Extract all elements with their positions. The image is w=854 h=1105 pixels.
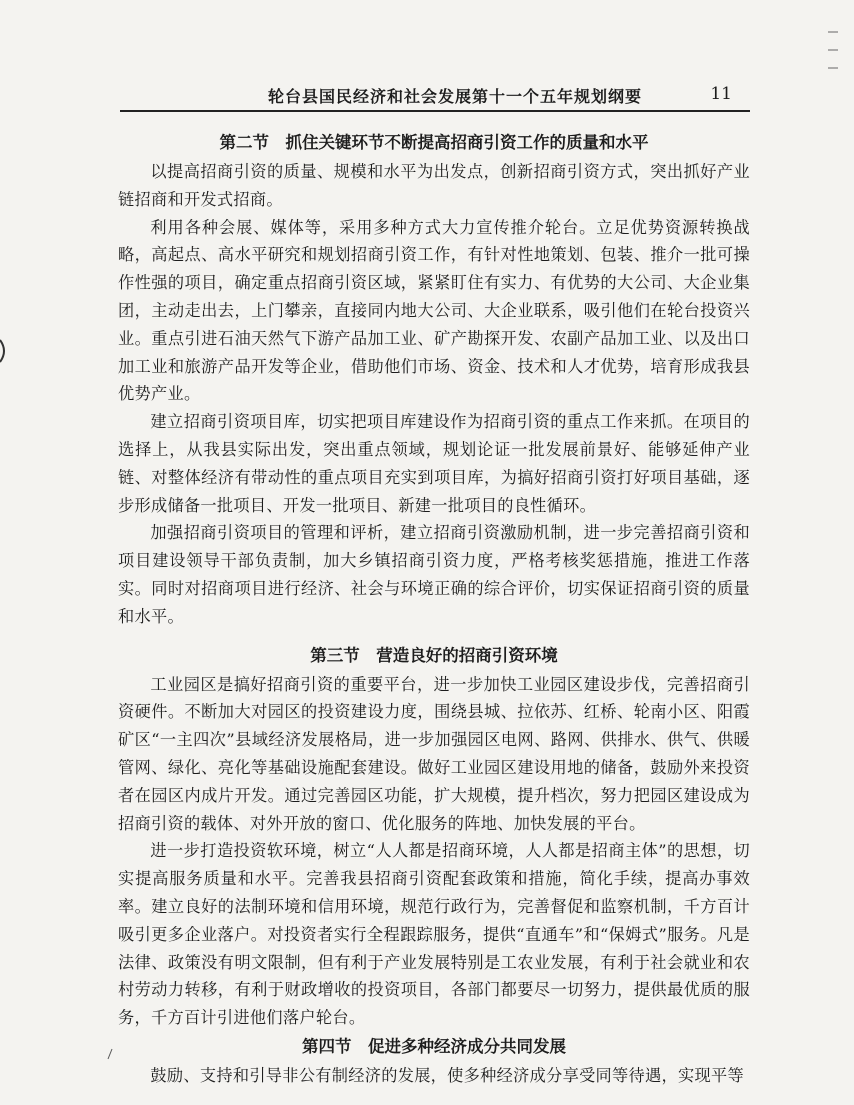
section-title: 第二节 抓住关键环节不断提高招商引资工作的质量和水平	[219, 133, 649, 152]
section-title: 第三节 营造良好的招商引资环境	[310, 645, 558, 665]
header-rule	[120, 110, 750, 112]
section-title: 第四节 促进多种经济成分共同发展	[302, 1036, 566, 1056]
scan-edge-mark-icon	[826, 30, 840, 70]
pencil-tick-icon	[106, 1048, 114, 1060]
binding-hole-icon	[0, 338, 8, 364]
running-header	[120, 84, 750, 110]
paragraph: 建立招商引资项目库，切实把项目库建设作为招商引资的重点工作来抓。在项目的选择上，从我县实际出发，突出重点领域，规划论证一批发展前景好、能够延伸产业链、对整体经济有带动性的重点项目充实到项目库，为搞好招商引资打好项目基础，逐步形成储备一批项目、开发一批项目、新建一批项目的良性循环。	[118, 412, 750, 515]
paragraph: 工业园区是搞好招商引资的重要平台，进一步加快工业园区建设步伐，完善招商引资硬件。不断加大对园区的投资建设力度，围绕县城、拉依苏、红桥、轮南小区、阳霞矿区“一主四次”县域经济发展格局，进一步加强园区电网、路网、供排水、供气、供暖管网、绿化、亮化等基础设施配套建设。做好工业园区建设用地的储备，鼓励外来投资者在园区内成片开发。通过完善园区功能，扩大规模，提升档次，努力把园区建设成为招商引资的载体、对外开放的窗口、优化服务的阵地、加快发展的平台。	[118, 674, 750, 833]
paragraph: 加强招商引资项目的管理和评析，建立招商引资激励机制，进一步完善招商引资和项目建设领导干部负责制，加大乡镇招商引资力度，严格考核奖惩措施，推进工作落实。同时对招商项目进行经济、社会与环境正确的综合评价，切实保证招商引资的质量和水平。	[118, 523, 750, 626]
paragraph: 利用各种会展、媒体等，采用多种方式大力宣传推介轮台。立足优势资源转换战略，高起点、高水平研究和规划招商引资工作，有针对性地策划、包装、推介一批可操作性强的项目，确定重点招商引资区域，紧紧盯住有实力、有优势的大公司、大企业集团，主动走出去，上门攀亲，直接同内地大公司、大企业联系，吸引他们在轮台投资兴业。重点引进石油天然气下游产品加工业、矿产勘探开发、农副产品加工业、以及出口加工业和旅游产品开发等企业，借助他们市场、资金、技术和人才优势，培育形成我县优势产业。	[118, 217, 750, 404]
paragraph: 鼓励、支持和引导非公有制经济的发展，使多种经济成分享受同等待遇，实现平等	[150, 1065, 744, 1085]
paragraph: 以提高招商引资的质量、规模和水平为出发点，创新招商引资方式，突出抓好产业链招商和开发式招商。	[118, 162, 750, 209]
page-number: 11	[710, 84, 732, 104]
header-title: 轮台县国民经济和社会发展第十一个五年规划纲要	[268, 87, 643, 106]
paragraph: 进一步打造投资软环境，树立“人人都是招商环境，人人都是招商主体”的思想，切实提高服务质量和水平。完善我县招商引资配套政策和措施，简化手续，提高办事效率。建立良好的法制环境和信用环境，规范行政行为，完善督促和监察机制，千方百计吸引更多企业落户。对投资者实行全程跟踪服务，提供“直通车”和“保姆式”服务。凡是法律、政策没有明文限制，但有利于产业发展特别是工农业发展，有利于社会就业和农村劳动力转移，有利于财政增收的投资项目，各部门都要尽一切努力，提供最优质的服务，千方百计引进他们落户轮台。	[118, 841, 750, 1028]
body-content	[118, 128, 750, 1090]
